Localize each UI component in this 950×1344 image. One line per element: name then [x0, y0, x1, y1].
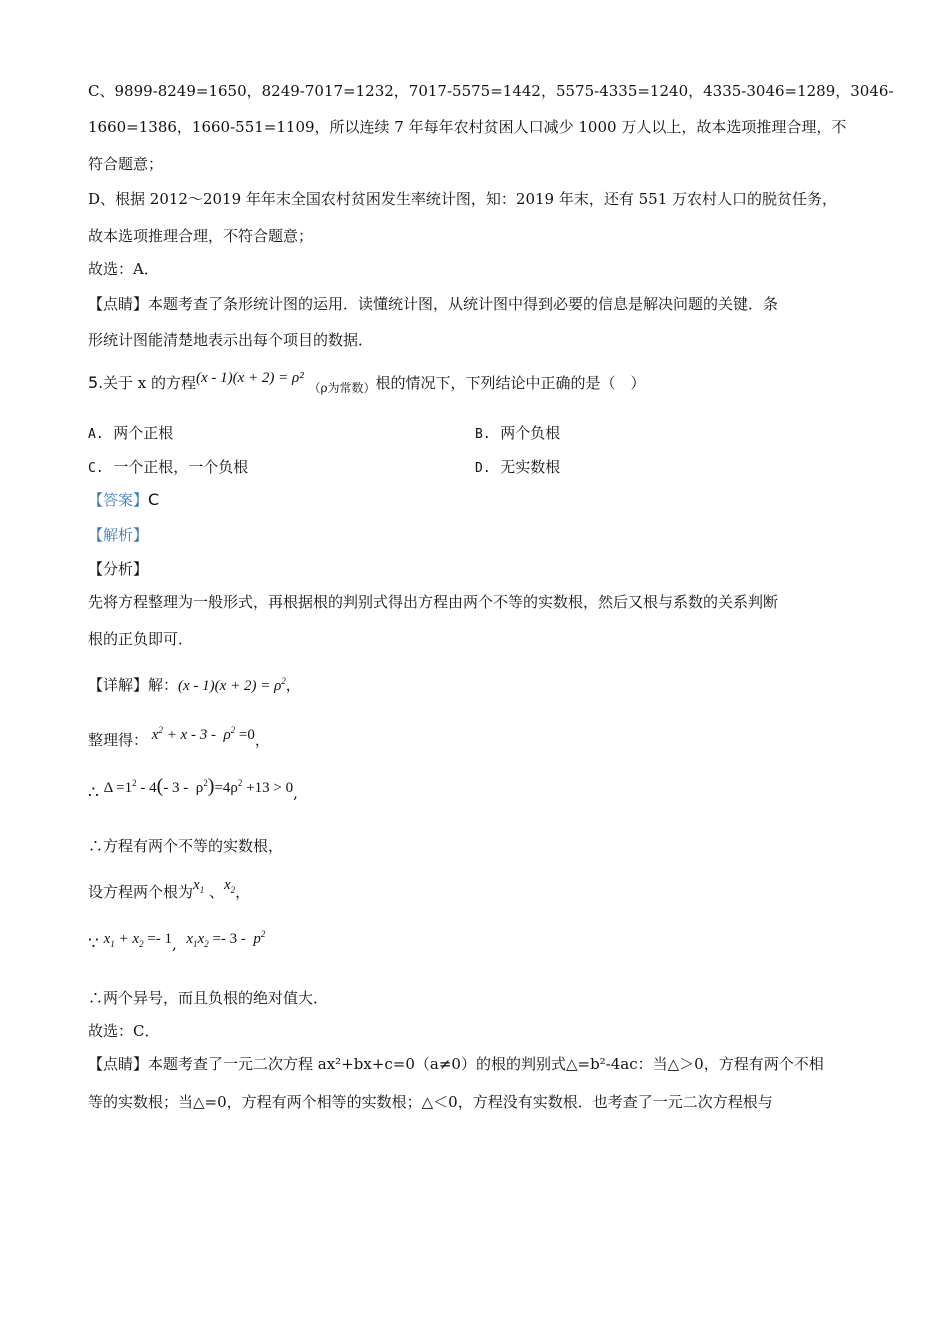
option-a-text: 两个正根 [113, 424, 174, 442]
dianjing-1-line1 [88, 294, 778, 314]
zhengli-equation: $x^2 + x - 3 - \rho^2 =0$ [148, 725, 255, 743]
paragraph-d-line2: 故本选项推理合理，不符合题意； [88, 227, 314, 245]
vieta-sum: $x_1 + x_2 =- 1$ [103, 931, 173, 949]
she-line: 设方程两个根为$x_1$ 、$x_2$， [88, 877, 251, 901]
choose-a: 故选：A． [88, 260, 159, 278]
paragraph-c-line3: 符合题意； [88, 155, 164, 173]
question-equation: (x - 1)(x + 2) = ρ² [195, 370, 304, 386]
detail-label: 【详解】 [88, 676, 149, 694]
option-d-letter: D. [475, 461, 491, 476]
fenxi-line2: 根的正负即可． [88, 630, 194, 648]
discriminant-line: ∴ $\Delta =1^2 - 4(-$ $3 - \rho^2)=4\rho^2 +13 > 0$, [88, 775, 298, 803]
paragraph-d-line1: D、根据 2012～2019 年年末全国农村贫困发生率统计图，知：2019 年末，还有 551 万农村人口的脱贫任务， [88, 190, 838, 208]
question-prefix: .关于 x 的方程 [98, 374, 196, 392]
analysis-label: 【解析】 [88, 526, 149, 544]
answer-value: C [148, 490, 160, 509]
she-label: 设方程两个根为 [88, 883, 194, 901]
fenxi-line1: 先将方程整理为一般形式，再根据根的判别式得出方程由两个不等的实数根，然后又根与系数的关系判断 [88, 593, 779, 611]
option-b-text: 两个负根 [500, 424, 561, 442]
paragraph-c-line2: 1660=1386，1660-551=1109，所以连续 7 年每年农村贫困人口减少 1000 万人以上，故本选项推理合理，不 [88, 118, 847, 136]
dianjing-2-label: 【点睛】 [88, 1055, 149, 1073]
vieta-product: $x_1x_2 =- 3 - p^2$ [186, 929, 266, 949]
dianjing-1-label: 【点睛】 [88, 295, 149, 313]
option-c [88, 457, 248, 479]
root-x1: $x_1$ [193, 877, 205, 895]
option-a [88, 423, 173, 445]
option-c-letter: C. [88, 461, 104, 476]
answer-line [88, 490, 159, 510]
fenxi-label: 【分析】 [88, 560, 149, 578]
dianjing-2-text: 本题考查了一元二次方程 ax²+bx+c=0（a≠0）的根的判别式△=b²-4ac：当△＞0，方程有两个不相 [148, 1055, 824, 1073]
question-5 [88, 370, 646, 395]
choose-c: 故选：C． [88, 1022, 160, 1040]
option-a-letter: A. [88, 427, 104, 442]
fangcheng-line: ∴方程有两个不等的实数根， [88, 837, 284, 855]
dianjing-2-line1 [88, 1054, 824, 1074]
question-paren-note: （ρ为常数） [308, 381, 376, 395]
detail-line: 【详解】解：$(x - 1)(x + 2) = \rho^2$， [88, 676, 301, 694]
dianjing-1-text: 本题考查了条形统计图的运用．读懂统计图，从统计图中得到必要的信息是解决问题的关键．条 [148, 295, 779, 313]
option-b-letter: B. [475, 427, 491, 442]
option-c-text: 一个正根，一个负根 [113, 458, 249, 476]
because-icon: ∵ [88, 934, 99, 954]
question-number: 5 [88, 373, 99, 392]
detail-equation: $(x - 1)(x + 2) = \rho^2$ [178, 676, 286, 694]
vieta-line: ∵ $x_1 + x_2 =- 1$, $x_1x_2 =- 3 - p^2$ [88, 929, 266, 954]
answer-label: 【答案】 [88, 491, 149, 509]
therefore-icon: ∴ [88, 783, 99, 803]
option-b [475, 423, 560, 445]
question-suffix: 根的情况下，下列结论中正确的是（ ） [375, 374, 646, 392]
zhengli-line: 整理得： $x^2 + x - 3 - \rho^2 =0$， [88, 725, 270, 749]
root-x2: $x_2$ [223, 877, 236, 895]
option-d [475, 457, 560, 479]
paragraph-c-line1: C、9899-8249=1650，8249-7017=1232，7017-5575=1442，5575-4335=1240，4335-3046=1289，3046- [88, 82, 894, 100]
dianjing-2-line2: 等的实数根；当△=0，方程有两个相等的实数根；△＜0，方程没有实数根．也考查了一元二次方程根与 [88, 1093, 773, 1111]
dianjing-1-line2: 形统计图能清楚地表示出每个项目的数据． [88, 331, 374, 349]
zhengli-label: 整理得： [88, 731, 149, 749]
option-d-text: 无实数根 [500, 458, 561, 476]
discriminant-equation: $\Delta =1^2 - 4(-$ $3 - \rho^2)=4\rho^2 +13 > 0$ [103, 775, 294, 797]
detail-prefix: 解： [148, 676, 179, 694]
yihao-line: ∴两个异号，而且负根的绝对值大． [88, 989, 329, 1007]
